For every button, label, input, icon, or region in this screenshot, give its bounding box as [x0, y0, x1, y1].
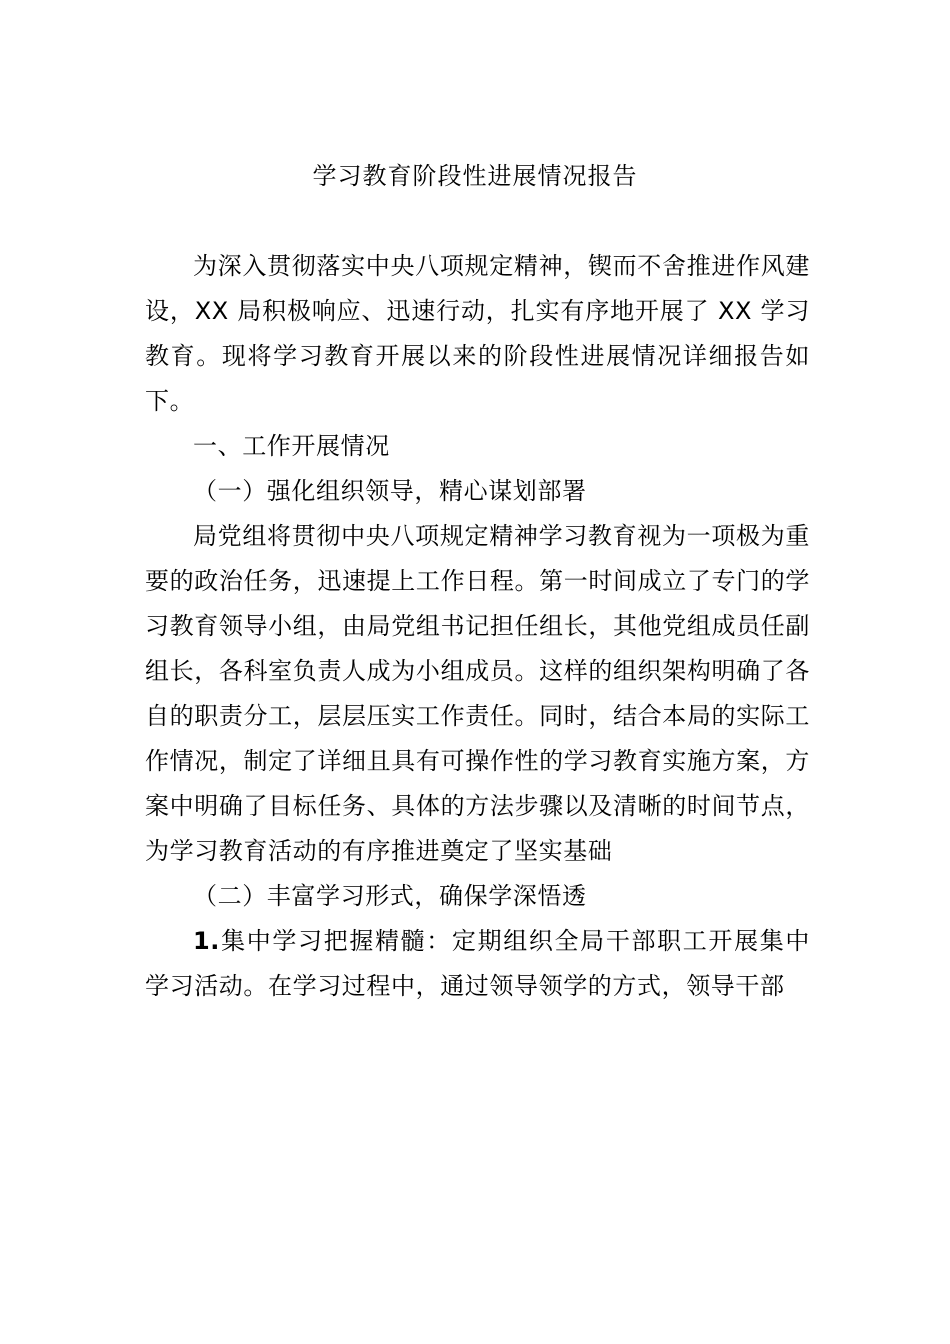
subsection-heading-learning-forms: （二）丰富学习形式，确保学深悟透: [193, 882, 587, 910]
item-paragraph-centralized-learning: [145, 919, 810, 1009]
item-text: 集中学习把握精髓：定期组织全局干部职工开展集中学习活动。在学习过程中，通过领导领学的方式，领导干部: [145, 927, 810, 1000]
organization-paragraph: 局党组将贯彻中央八项规定精神学习教育视为一项极为重要的政治任务，迅速提上工作日程。第一时间成立了专门的学习教育领导小组，由局党组书记担任组长，其他党组成员任副组长，各科室负责人成为小组成员。这样的组织架构明确了各自的职责分工，层层压实工作责任。同时，结合本局的实际工作情况，制定了详细且具有可操作性的学习教育实施方案，方案中明确了目标任务、具体的方法步骤以及清晰的时间节点，为学习教育活动的有序推进奠定了坚实基础: [145, 522, 810, 865]
item-number: 1.: [193, 927, 221, 955]
document-title: 学习教育阶段性进展情况报告: [312, 162, 638, 190]
section-heading-work-progress: 一、工作开展情况: [193, 432, 390, 460]
intro-paragraph: 为深入贯彻落实中央八项规定精神，锲而不舍推进作风建设，XX 局积极响应、迅速行动，扎实有序地开展了 XX 学习教育。现将学习教育开展以来的阶段性进展情况详细报告如下。: [145, 252, 810, 415]
subsection-heading-organization: （一）强化组织领导，精心谋划部署: [193, 477, 587, 505]
document-body: [145, 244, 810, 1009]
